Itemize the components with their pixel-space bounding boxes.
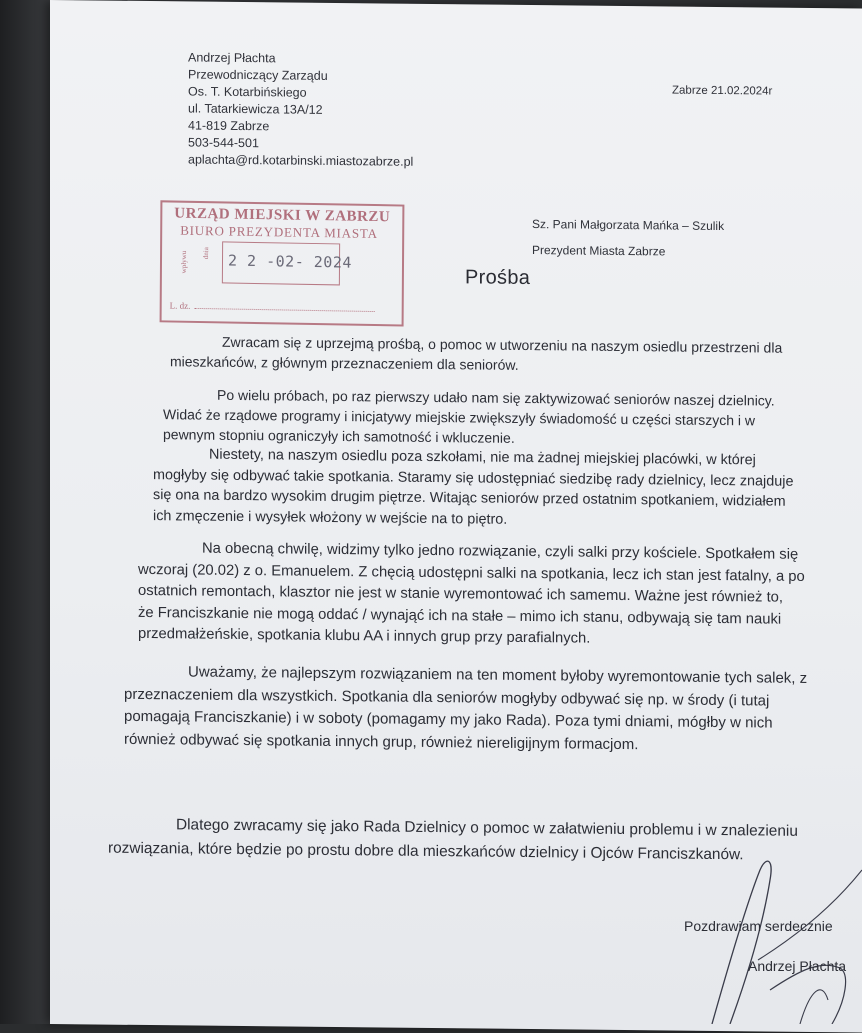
stamp-side-label-1: wpływu	[179, 250, 189, 274]
sender-estate: Os. T. Kotarbińskiego	[188, 84, 307, 100]
paragraph-2	[163, 384, 775, 450]
sender-title: Przewodniczący Zarządu	[188, 67, 328, 83]
paragraph-line: przeznaczeniem dla wszystkich. Spotkania dla seniorów mogłyby odbywać się np. w środy (i tutaj	[124, 685, 770, 710]
paragraph-line: ich zmęczenie i wysyłek włożony w wejście na to piętro.	[153, 507, 508, 528]
stamp-side-label-2: dnia	[202, 247, 211, 260]
received-stamp	[160, 200, 405, 326]
closing-name: Andrzej Płachta	[748, 958, 847, 974]
paragraph-6	[108, 813, 798, 868]
letter-date: Zabrze 21.02.2024r	[672, 84, 773, 98]
stamp-office: URZĄD MIEJSKI W ZABRZU	[174, 205, 391, 226]
paragraph-line: Uważamy, że najlepszym rozwiązaniem na ten moment byłoby wyremontowanie tych salek, z	[188, 663, 808, 687]
paragraph-3	[153, 444, 793, 533]
paragraph-line: Niestety, na naszym osiedlu poza szkołami, nie ma żadnej miejskiej placówki, w której	[209, 446, 756, 469]
recipient-name: Sz. Pani Małgorzata Mańka – Szulik	[532, 217, 725, 234]
sender-name: Andrzej Płachta	[188, 50, 276, 66]
paragraph-line: pewnym stopniu ograniczyły ich samotność i wkluczenie.	[163, 426, 515, 446]
paragraph-line: ostatnich remontach, klasztor nie jest w stanie wyremontować ich samemu. Ważne jest również to,	[138, 582, 784, 606]
paragraph-line: Na obecną chwilę, widzimy tylko jedno rozwiązanie, czyli salki przy kościele. Spotkałem się	[202, 540, 799, 563]
paragraph-1	[170, 331, 782, 377]
recipient-block	[532, 211, 724, 265]
sender-street: ul. Tatarkiewicza 13A/12	[188, 101, 323, 117]
paragraph-line: przedmałżeńskie, spotkania klubu AA i innych grup przy parafialnych.	[138, 625, 591, 647]
paragraph-line: również odbywać się spotkania innych grup, również niereligijnym formacjom.	[124, 730, 639, 753]
paragraph-line: Widać że rządowe programy i inicjatywy miejskie zwiększyły świadomość u części starszych i w	[163, 406, 756, 429]
letter-subject: Prośba	[465, 266, 531, 290]
sender-phone: 503-544-501	[188, 135, 259, 151]
stamp-ldz-label: L. dz.	[169, 300, 191, 311]
paragraph-line: Zwracam się z uprzejmą prośbą, o pomoc w utworzeniu na naszym osiedlu przestrzeni dla	[222, 333, 783, 356]
paragraph-4	[138, 538, 805, 652]
recipient-title: Prezydent Miasta Zabrze	[532, 243, 666, 259]
paragraph-line: że Franciszkanie nie mogą oddać / wynająć ich na stałe – mimo ich stanu, odbywają się tam nauki	[138, 604, 782, 628]
paragraph-line: się ona na bardzo wysokim drugim piętrze. Witając seniorów przed ostatnim spotkaniem, widziałem	[153, 487, 786, 510]
paragraph-5	[124, 661, 807, 758]
closing-greeting: Pozdrawiam serdecznie	[684, 918, 833, 934]
paragraph-line: mogłyby się odbywać takie spotkania. Staramy się udostępniać siedzibę rady dzielnicy, lecz znajduje	[153, 466, 794, 490]
paragraph-line: Dlatego zwracamy się jako Rada Dzielnicy o pomoc w załatwieniu problemu i w znalezieniu	[176, 816, 798, 840]
sender-email: aplachta@rd.kotarbinski.miastozabrze.pl	[188, 152, 414, 169]
paragraph-line: pomagają Franciszkanie) i w soboty (pomagamy my jako Rada). Poza tymi dniami, mógłby w nich	[124, 707, 773, 732]
stamp-received-date: 2 2 -02- 2024	[227, 251, 352, 272]
sender-postcode: 41-819 Zabrze	[188, 118, 270, 134]
paragraph-line: Po wielu próbach, po raz pierwszy udało nam się zaktywizować seniorów naszej dzielnicy.	[217, 386, 775, 409]
paragraph-line: mieszkańców, z głównym przeznaczeniem dla seniorów.	[170, 353, 519, 373]
paragraph-line: rozwiązania, które będzie po prostu dobre dla mieszkańców dzielnicy i Ojców Franciszkanów.	[108, 839, 744, 864]
stamp-department: BIURO PREZYDENTA MIASTA	[180, 222, 378, 242]
paragraph-line: wczoraj (20.02) z o. Emanuelem. Z chęcią udostępni salki na spotkania, lecz ich stan jest fatalny, a po	[138, 561, 805, 585]
sender-address	[188, 49, 413, 170]
stamp-ldz	[170, 300, 375, 314]
stamp-ldz-line	[194, 308, 374, 312]
